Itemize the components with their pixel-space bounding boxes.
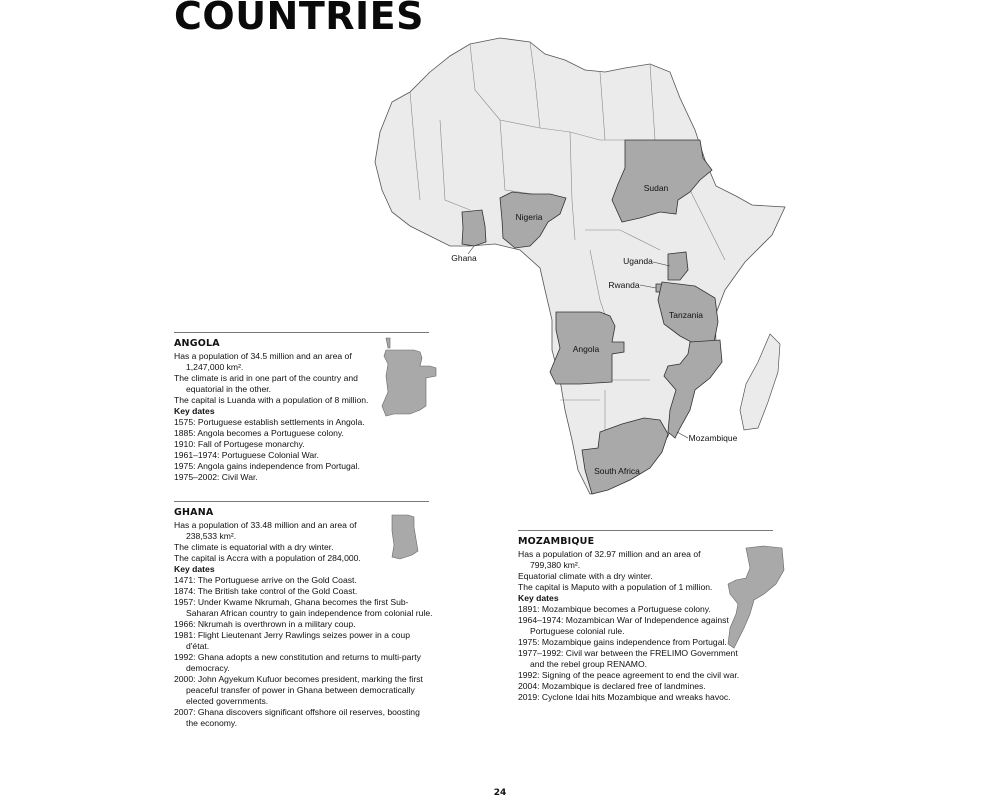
ghana-date-item: 2000: John Agyekum Kufuor becomes president, marking the first peaceful transfer of power in Ghana between democratically elected governments. xyxy=(174,674,423,706)
madagascar-shape xyxy=(740,334,780,430)
page-title: COUNTRIES xyxy=(174,0,424,38)
mozambique-divider xyxy=(518,530,773,531)
ghana-divider xyxy=(174,501,429,502)
angola-date-item: 1975: Angola gains independence from Portugal. xyxy=(174,461,360,471)
ghana-heading: GHANA xyxy=(174,507,214,518)
map-label-angola: Angola xyxy=(572,344,600,354)
ghana-fact: Has a population of 33.48 million and an area of xyxy=(174,520,357,530)
angola-thumbnail xyxy=(380,336,442,426)
ghana-date-item: 1981: Flight Lieutenant Jerry Rawlings seizes power in a coup d'état. xyxy=(174,630,410,651)
angola-section xyxy=(174,338,384,483)
mozambique-fact: The capital is Maputo with a population of 1 million. xyxy=(518,582,713,592)
map-label-nigeria: Nigeria xyxy=(515,212,543,222)
mozambique-date-item: 1975: Mozambique gains independence from Portugal. xyxy=(518,637,727,647)
ghana-fact: The climate is equatorial with a dry winter. xyxy=(174,542,334,552)
mozambique-section xyxy=(518,536,740,703)
mozambique-fact: Equatorial climate with a dry winter. xyxy=(518,571,653,581)
mozambique-date-item: 1977–1992: Civil war between the FRELIMO Government and the rebel group RENAMO. xyxy=(518,648,738,669)
angola-key-dates-label: Key dates xyxy=(174,406,215,416)
mozambique-heading: MOZAMBIQUE xyxy=(518,536,595,547)
ghana-thumbnail xyxy=(388,513,422,561)
angola-date-item: 1575: Portuguese establish settlements in Angola. xyxy=(174,417,365,427)
ghana-date-item: 1992: Ghana adopts a new constitution and returns to multi-party democracy. xyxy=(174,652,421,673)
map-label-tanzania: Tanzania xyxy=(668,310,704,320)
angola-fact: Has a population of 34.5 million and an area of xyxy=(174,351,352,361)
mozambique-date-item: 1992: Signing of the peace agreement to end the civil war. xyxy=(518,670,740,680)
mozambique-dates-list xyxy=(518,604,740,703)
map-label-mozambique: Mozambique xyxy=(688,433,738,443)
map-label-south-africa: South Africa xyxy=(594,466,640,476)
africa-map xyxy=(320,30,800,500)
mozambique-date-item: 2019: Cyclone Idai hits Mozambique and wreaks havoc. xyxy=(518,692,731,702)
angola-date-item: 1975–2002: Civil War. xyxy=(174,472,258,482)
ghana-date-item: 1966: Nkrumah is overthrown in a military coup. xyxy=(174,619,356,629)
mozambique-date-item: 2004: Mozambique is declared free of landmines. xyxy=(518,681,706,691)
angola-fact: 1,247,000 km². xyxy=(186,362,244,372)
angola-date-item: 1961–1974: Portuguese Colonial War. xyxy=(174,450,319,460)
angola-divider xyxy=(174,332,429,333)
angola-fact: The capital is Luanda with a population of 8 million. xyxy=(174,395,369,405)
mozambique-date-item: 1891: Mozambique becomes a Portuguese colony. xyxy=(518,604,711,614)
map-label-ghana: Ghana xyxy=(451,253,477,263)
mozambique-fact: Has a population of 32.97 million and an area of xyxy=(518,549,701,559)
map-label-sudan: Sudan xyxy=(643,183,669,193)
angola-date-item: 1910: Fall of Portugese monarchy. xyxy=(174,439,305,449)
map-label-rwanda: Rwanda xyxy=(608,280,640,290)
angola-date-item: 1885: Angola becomes a Portuguese colony. xyxy=(174,428,344,438)
page-number: 24 xyxy=(493,788,507,798)
angola-dates-list xyxy=(174,417,384,483)
angola-fact: The climate is arid in one part of the country and xyxy=(174,373,358,383)
ghana-fact: The capital is Accra with a population of 284,000. xyxy=(174,553,361,563)
mozambique-date-item: 1964–1974: Mozambican War of Independence against Portuguese colonial rule. xyxy=(518,615,729,636)
angola-fact: equatorial in the other. xyxy=(186,384,272,394)
ghana-shape xyxy=(462,210,486,246)
ghana-dates-list xyxy=(174,575,434,729)
angola-heading: ANGOLA xyxy=(174,338,220,349)
ghana-date-item: 1957: Under Kwame Nkrumah, Ghana becomes the first Sub-Saharan African country to gain independence from colonial rule. xyxy=(174,597,433,618)
ghana-date-item: 1874: The British take control of the Gold Coast. xyxy=(174,586,358,596)
mozambique-fact: 799,380 km². xyxy=(530,560,581,570)
map-label-uganda: Uganda xyxy=(623,256,653,266)
mozambique-thumbnail xyxy=(724,544,786,652)
ghana-date-item: 1471: The Portuguese arrive on the Gold Coast. xyxy=(174,575,357,585)
ghana-date-item: 2007: Ghana discovers significant offshore oil reserves, boosting the economy. xyxy=(174,707,420,728)
ghana-fact: 238,533 km². xyxy=(186,531,237,541)
mozambique-key-dates-label: Key dates xyxy=(518,593,559,603)
ghana-key-dates-label: Key dates xyxy=(174,564,215,574)
